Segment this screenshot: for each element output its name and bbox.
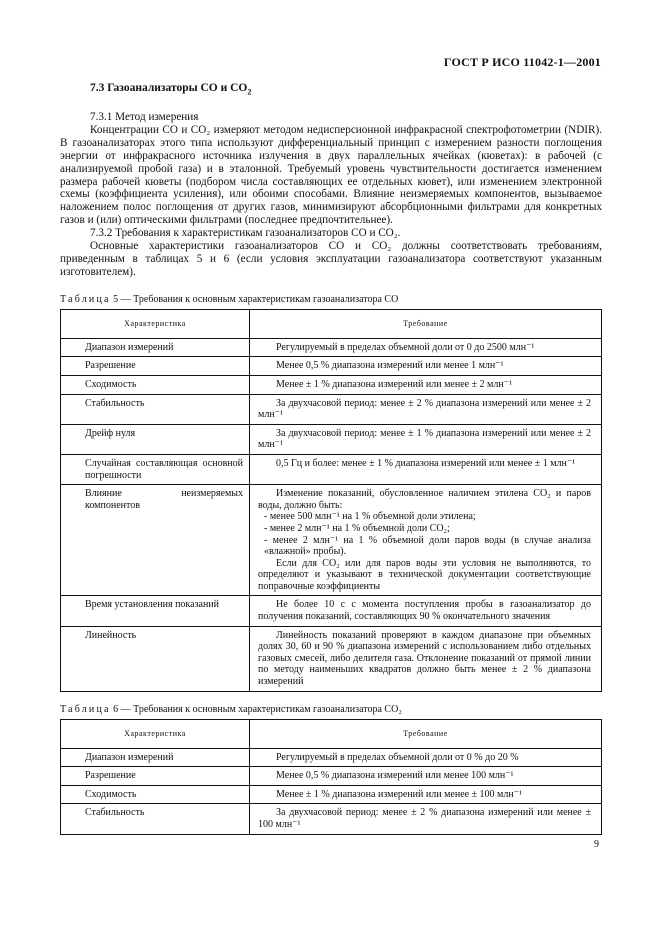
- method-paragraph: Концентрации СО и СО₂ измеряют методом недисперсионной инфракрасной спектрофотометрии (NDIR). В газоанализаторах этого типа используют дифференциальный принцип с измерением разности поглощения энергии от инфракрасного источника излучения в двух параллельных ячейках (кюветах): в рабочей (с анализируемой пробой газа) и в эталонной. Требуемый уровень чувствительности достигается изменением размера рабочей кюветы (подбором числа составляющих ее отдельных кювет), или изменением электронной схемы (коэффициента усиления), или обоими способами. Влияние неизмеряемых компонентов, вызываемое наложением полос поглощения от других газов, минимизируют абсорбционными фильтрами для конкретных газов и (или) оптическими фильтрами (последнее предпочтительнее).: [60, 123, 602, 227]
- table5-header-characteristic: Характеристика: [61, 309, 250, 338]
- requirement-line: 0,5 Гц и более: менее ± 1 % диапазона измерений или менее ± 1 млн⁻¹: [276, 457, 576, 469]
- requirement-line: Изменение показаний, обусловленное наличием этилена СО₂ и паров воды, должно быть:: [258, 488, 591, 511]
- table6-caption: [60, 704, 602, 715]
- requirement-line: За двухчасовой период: менее ± 2 % диапазона измерений или менее ± 100 млн⁻¹: [258, 807, 591, 830]
- requirement-cell: [250, 375, 602, 394]
- table6-body: [61, 748, 602, 834]
- requirement-line: Менее ± 1 % диапазона измерений или менее ± 2 млн⁻¹: [276, 378, 513, 390]
- table-row: [61, 485, 602, 596]
- requirement-cell: [250, 424, 602, 454]
- table5-caption-text: 5 — Требования к основным характеристикам газоанализатора СО: [110, 293, 399, 305]
- requirement-line: Если для СО₂ или для паров воды эти условия не выполняются, то определяют и указывают в технической документации соответствующие поправочные коэффициенты: [258, 557, 591, 592]
- table-row: [61, 394, 602, 424]
- requirement-line: За двухчасовой период: менее ± 1 % диапазона измерений или менее ± 2 млн⁻¹: [258, 427, 591, 451]
- subsection-heading-method: 7.3.1 Метод измерения: [90, 111, 199, 123]
- characteristic-cell: Линейность: [61, 626, 250, 691]
- requirement-line: - менее 500 млн⁻¹ на 1 % объемной доли этилена;: [264, 511, 476, 523]
- table6: [60, 719, 602, 835]
- table5: [60, 309, 602, 692]
- characteristic-cell: Разрешение: [61, 767, 250, 786]
- characteristic-cell: Случайная составляющая основной погрешности: [61, 454, 250, 484]
- table-row: [61, 748, 602, 767]
- requirement-cell: [250, 748, 602, 767]
- characteristic-cell: Диапазон измерений: [61, 338, 250, 357]
- table5-caption-word: Таблица: [60, 293, 111, 305]
- requirement-line: За двухчасовой период: менее ± 2 % диапазона измерений или менее ± 2 млн⁻¹: [258, 397, 591, 421]
- characteristic-cell: Стабильность: [61, 394, 250, 424]
- table5-header-requirement: Требование: [250, 309, 602, 338]
- table-row: [61, 424, 602, 454]
- section-title-subscript: 2: [247, 87, 252, 97]
- table6-caption-word: Таблица: [60, 703, 111, 715]
- table6-header-characteristic: Характеристика: [61, 719, 250, 748]
- requirement-cell: [250, 626, 602, 691]
- requirement-cell: [250, 804, 602, 834]
- table5-body: [61, 338, 602, 691]
- page-content: [60, 82, 602, 835]
- page-number: 9: [594, 839, 599, 850]
- requirement-cell: [250, 454, 602, 484]
- table-row: [61, 804, 602, 834]
- requirement-cell: [250, 485, 602, 596]
- requirement-cell: [250, 394, 602, 424]
- table-row: [61, 357, 602, 376]
- subsection-heading-requirements: 7.3.2 Требования к характеристикам газоанализаторов СО и СО₂.: [90, 227, 401, 240]
- table-row: [61, 626, 602, 691]
- characteristic-cell: Стабильность: [61, 804, 250, 834]
- section-title: [90, 82, 602, 97]
- requirement-cell: [250, 338, 602, 357]
- requirement-cell: [250, 357, 602, 376]
- table-row: [61, 785, 602, 804]
- table-row: [61, 375, 602, 394]
- standard-code: ГОСТ Р ИСО 11042-1—2001: [443, 55, 601, 69]
- requirement-line: Менее ± 1 % диапазона измерений или менее ± 100 млн⁻¹: [276, 788, 523, 800]
- requirement-line: Регулируемый в пределах объемной доли от 0 % до 20 %: [276, 751, 519, 763]
- requirement-line: Менее 0,5 % диапазона измерений или менее 1 млн⁻¹: [276, 360, 504, 372]
- requirement-line: - менее 2 млн⁻¹ на 1 % объемной доли паров воды (в случае анализа «влажной» пробы).: [264, 534, 591, 558]
- table6-header-requirement: Требование: [250, 719, 602, 748]
- table5-caption: [60, 294, 602, 305]
- table-row: [61, 454, 602, 484]
- requirement-line: Линейность показаний проверяют в каждом диапазоне при объемных долях 30, 60 и 90 % диапазона измерений с использованием либо отдельных газовых смесей, либо делителя газа. Отклонение показаний от прямой линии по методу наименьших квадратов должно быть менее ± 2 % диапазона измерений: [258, 629, 591, 688]
- characteristic-cell: Сходимость: [61, 375, 250, 394]
- table-row: [61, 338, 602, 357]
- section-title-text: 7.3 Газоанализаторы СО и СО: [90, 82, 248, 94]
- table-row: [61, 767, 602, 786]
- requirement-line: Не более 10 с с момента поступления пробы в газоанализатор до получения показаний, составляющих 90 % окончательного значения: [258, 599, 591, 623]
- requirement-cell: [250, 596, 602, 626]
- table-row: [61, 596, 602, 626]
- characteristic-cell: Разрешение: [61, 357, 250, 376]
- characteristic-cell: Дрейф нуля: [61, 424, 250, 454]
- requirements-paragraph: Основные характеристики газоанализаторов СО и СО₂ должны соответствовать требованиям, приведенным в таблицах 5 и 6 (если условия эксплуатации газоанализатора соответствуют указанным изготовителем).: [60, 240, 602, 278]
- requirement-line: Регулируемый в пределах объемной доли от 0 до 2500 млн⁻¹: [276, 341, 535, 353]
- characteristic-cell: Сходимость: [61, 785, 250, 804]
- table6-caption-text: 6 — Требования к основным характеристикам газоанализатора СО₂: [110, 703, 402, 715]
- characteristic-cell: Диапазон измерений: [61, 748, 250, 767]
- characteristic-cell: Время установления показаний: [61, 596, 250, 626]
- requirement-line: - менее 2 млн⁻¹ на 1 % объемной доли СО₂;: [264, 522, 450, 534]
- requirement-line: Менее 0,5 % диапазона измерений или менее 100 млн⁻¹: [276, 770, 514, 782]
- requirement-cell: [250, 785, 602, 804]
- requirement-cell: [250, 767, 602, 786]
- characteristic-cell: Влияние неизмеряемых компонентов: [61, 485, 250, 596]
